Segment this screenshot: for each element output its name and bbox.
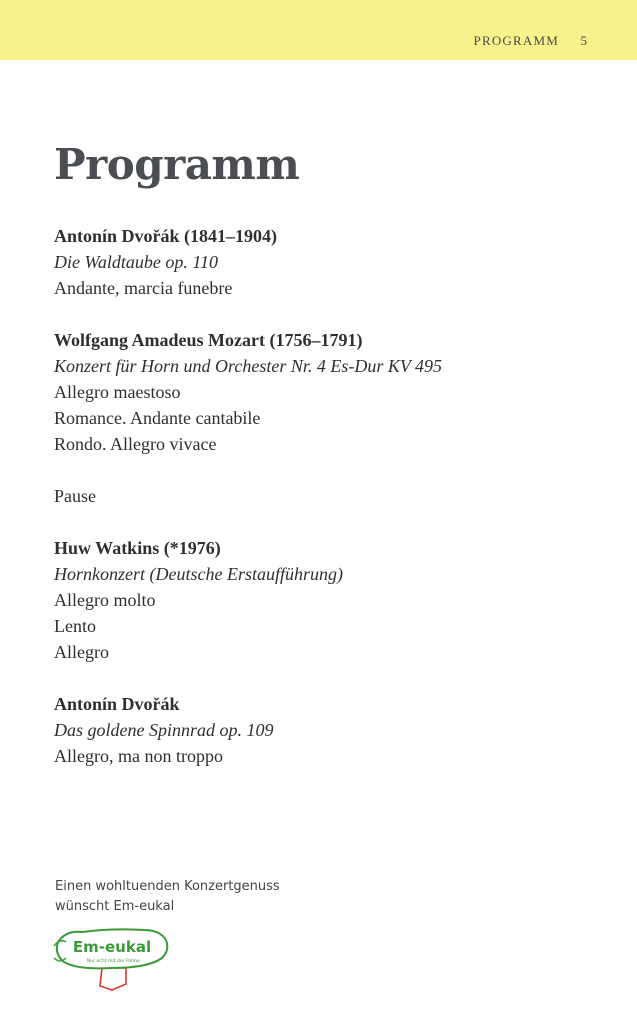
page-number: 5 <box>580 33 587 48</box>
movement: Romance. Andante cantabile <box>54 408 261 428</box>
movement: Allegro, ma non troppo <box>54 746 223 766</box>
composer-name: Wolfgang Amadeus Mozart (1756–1791) <box>54 330 363 350</box>
composer-name: Huw Watkins (*1976) <box>54 538 221 558</box>
work-title: Hornkonzert (Deutsche Erstaufführung) <box>54 564 343 584</box>
intermission <box>54 483 594 509</box>
movement: Rondo. Allegro vivace <box>54 434 217 454</box>
page-title: Programm <box>54 140 300 189</box>
sponsor-line-1: Einen wohltuenden Konzertgenuss <box>55 879 280 894</box>
movement: Lento <box>54 616 96 636</box>
work-title: Das goldene Spinnrad op. 109 <box>54 720 274 740</box>
header-band <box>0 0 637 60</box>
section-label: PROGRAMM <box>473 33 559 48</box>
sponsor-line-2: wünscht Em-eukal <box>55 899 175 914</box>
program-list <box>54 223 594 795</box>
composer-name: Antonín Dvořák <box>54 694 180 714</box>
svg-text:Em-eukal: Em-eukal <box>72 938 152 956</box>
sponsor-note <box>55 877 280 917</box>
program-item <box>54 223 594 301</box>
svg-text:Nur echt mit der Fahne.: Nur echt mit der Fahne. <box>86 959 142 964</box>
program-item <box>54 535 594 665</box>
work-title: Konzert für Horn und Orchester Nr. 4 Es-Dur KV 495 <box>54 356 443 376</box>
program-item <box>54 691 594 769</box>
composer-name: Antonín Dvořák (1841–1904) <box>54 226 278 246</box>
pause-label: Pause <box>54 486 96 506</box>
movement: Andante, marcia funebre <box>54 278 233 298</box>
movement: Allegro <box>54 642 109 662</box>
program-item <box>54 327 594 457</box>
em-eukal-logo <box>52 924 170 996</box>
work-title: Die Waldtaube op. 110 <box>54 252 218 272</box>
movement: Allegro maestoso <box>54 382 181 402</box>
movement: Allegro molto <box>54 590 156 610</box>
